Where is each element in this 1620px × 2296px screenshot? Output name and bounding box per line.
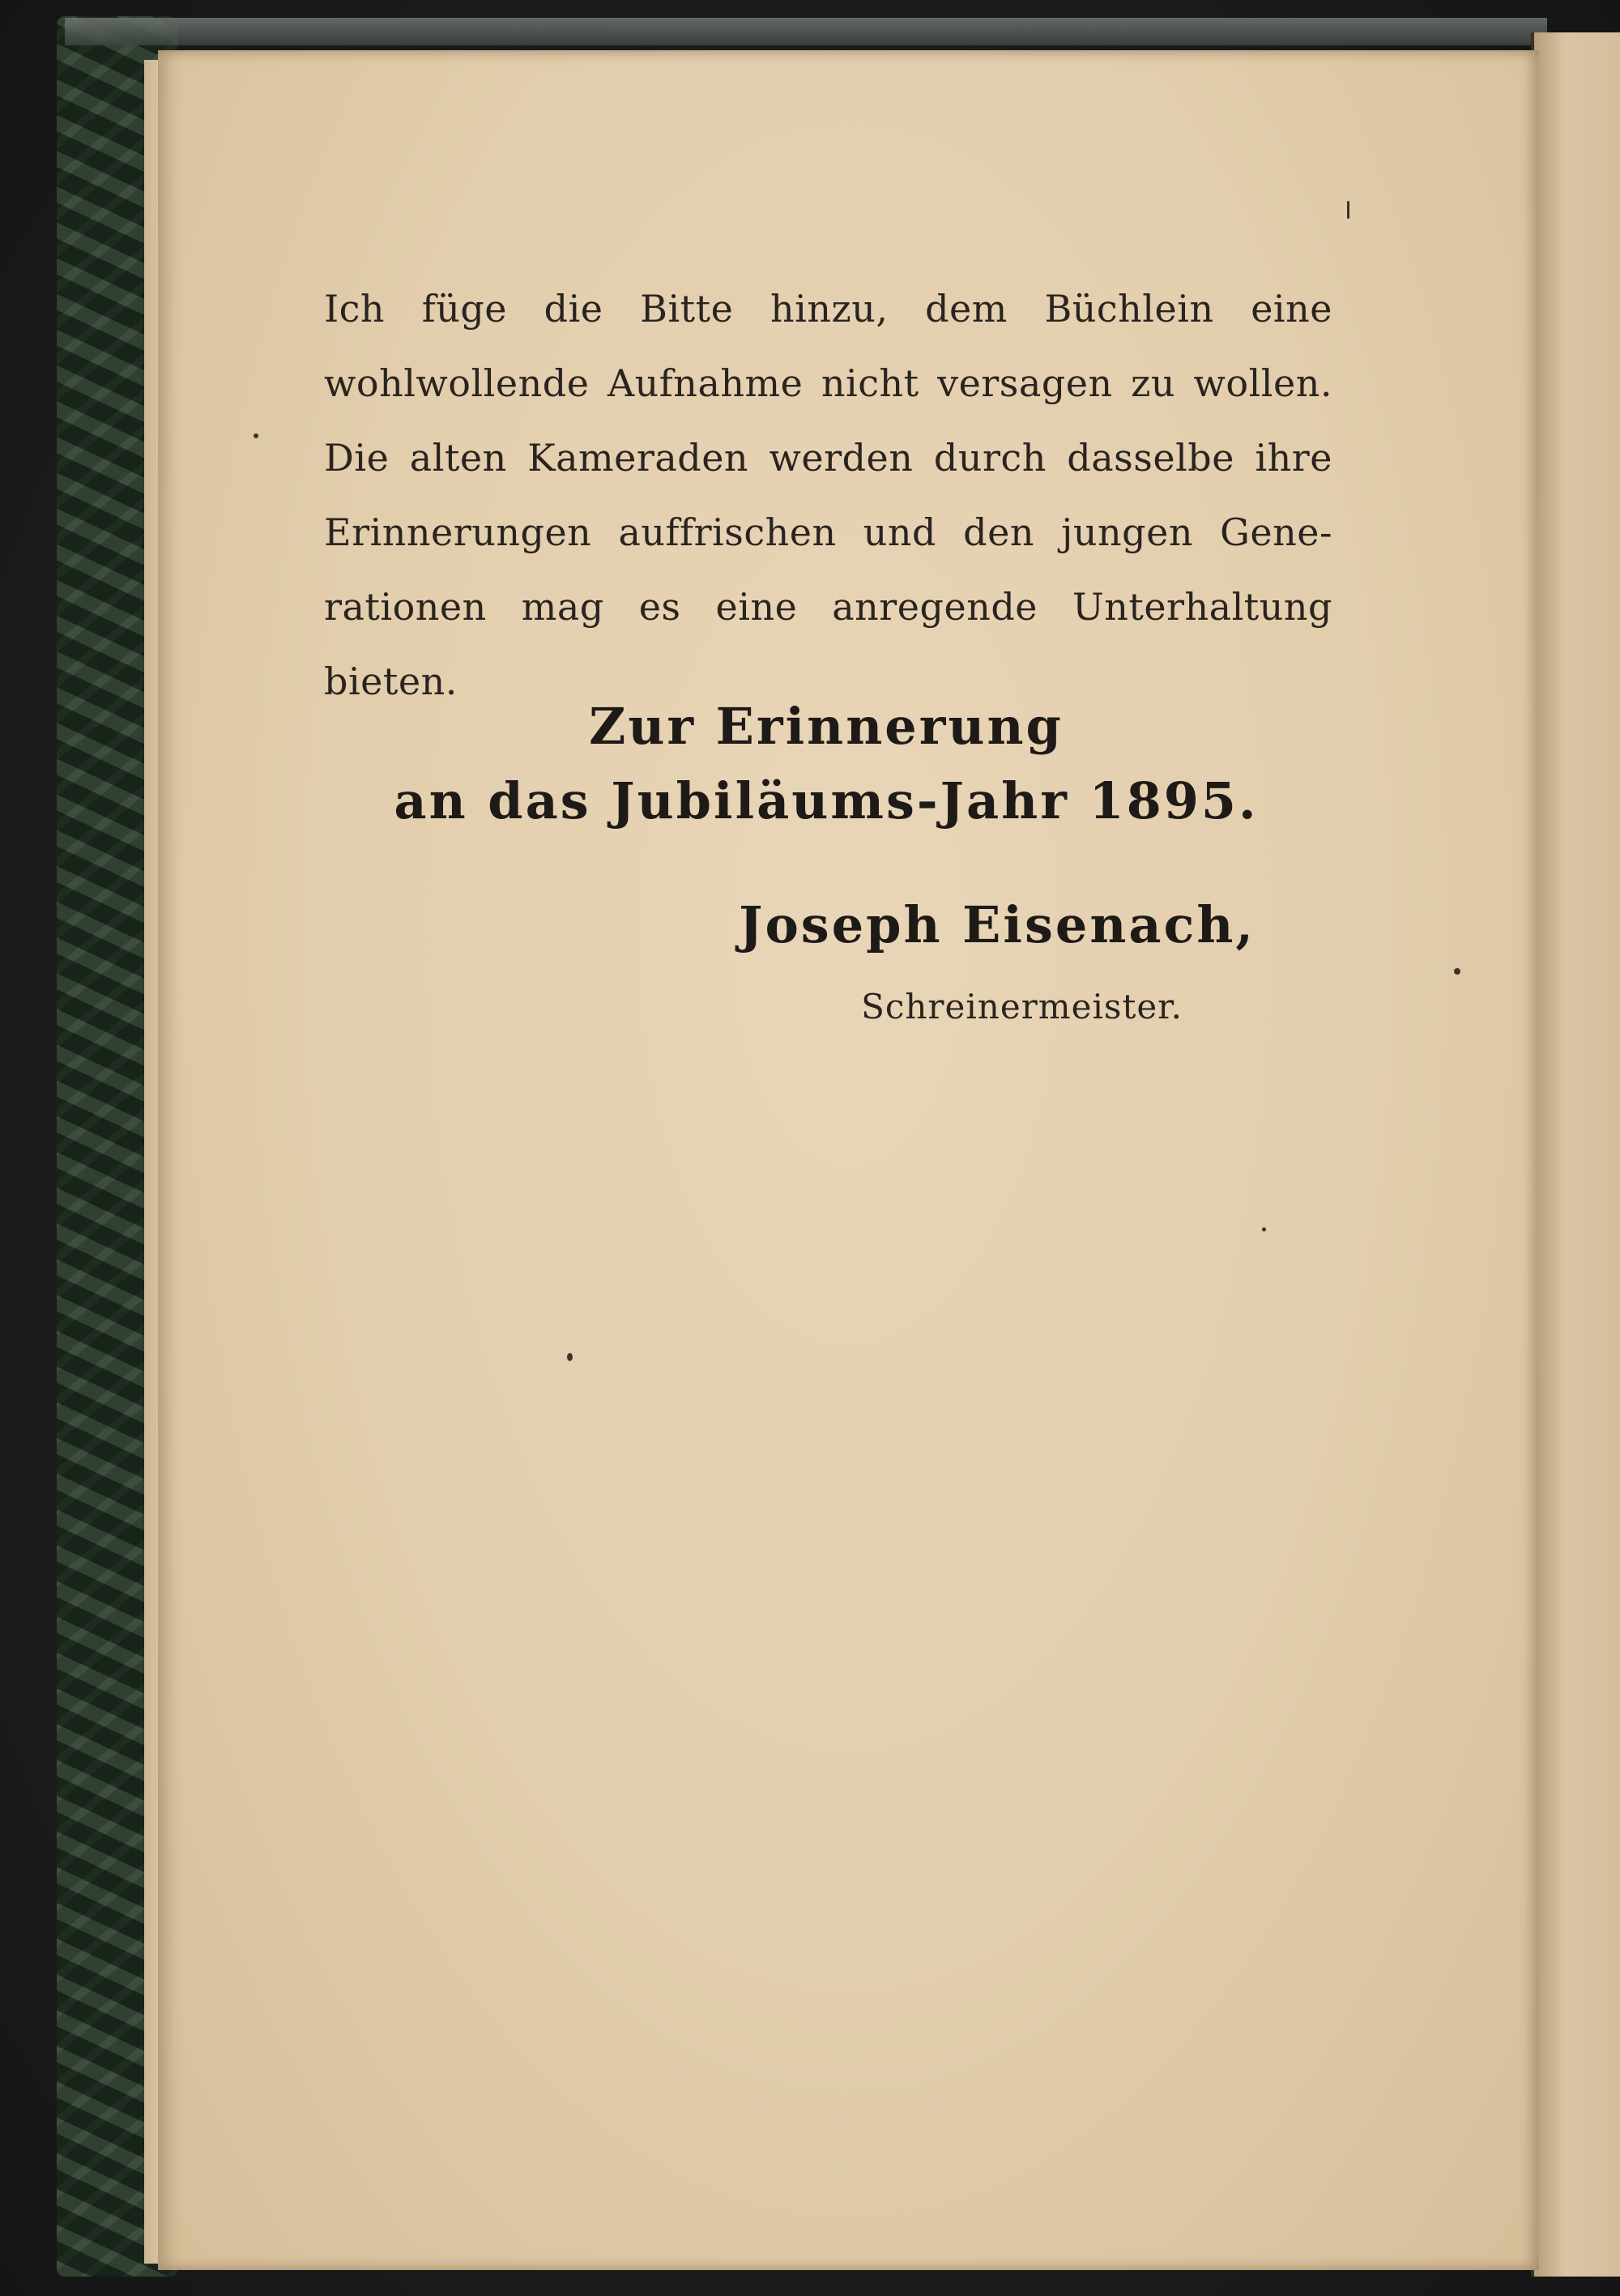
- paragraph-line: wohlwollende Aufnahme nicht versagen zu wollen.: [324, 361, 1332, 405]
- author-occupation: Schreinermeister.: [861, 987, 1183, 1026]
- paper-speck: [254, 433, 258, 438]
- protective-sleeve-edge: [65, 18, 1547, 45]
- paper-mark: [1347, 201, 1349, 219]
- body-paragraph: [324, 271, 1332, 719]
- paragraph-line: Erinnerungen auffrischen und den jungen Gene-: [324, 510, 1332, 554]
- author-signature: Joseph Eisenach,: [739, 895, 1256, 954]
- facing-page-edge: [1531, 32, 1620, 2277]
- dedication-title: Zur Erinnerung: [589, 697, 1064, 756]
- dedication-subtitle: an das Jubiläums-Jahr 1895.: [394, 771, 1259, 830]
- paragraph-line: Ich füge die Bitte hinzu, dem Büchlein eine: [324, 287, 1332, 331]
- paragraph-line: Die alten Kameraden werden durch dasselbe ihre: [324, 436, 1332, 480]
- paragraph-line: rationen mag es eine anregende Unterhaltung: [324, 585, 1332, 629]
- paper-speck: [1262, 1227, 1266, 1231]
- paper-speck: [1454, 968, 1460, 975]
- paper-speck: [567, 1353, 573, 1361]
- paragraph-line: bieten.: [324, 659, 458, 703]
